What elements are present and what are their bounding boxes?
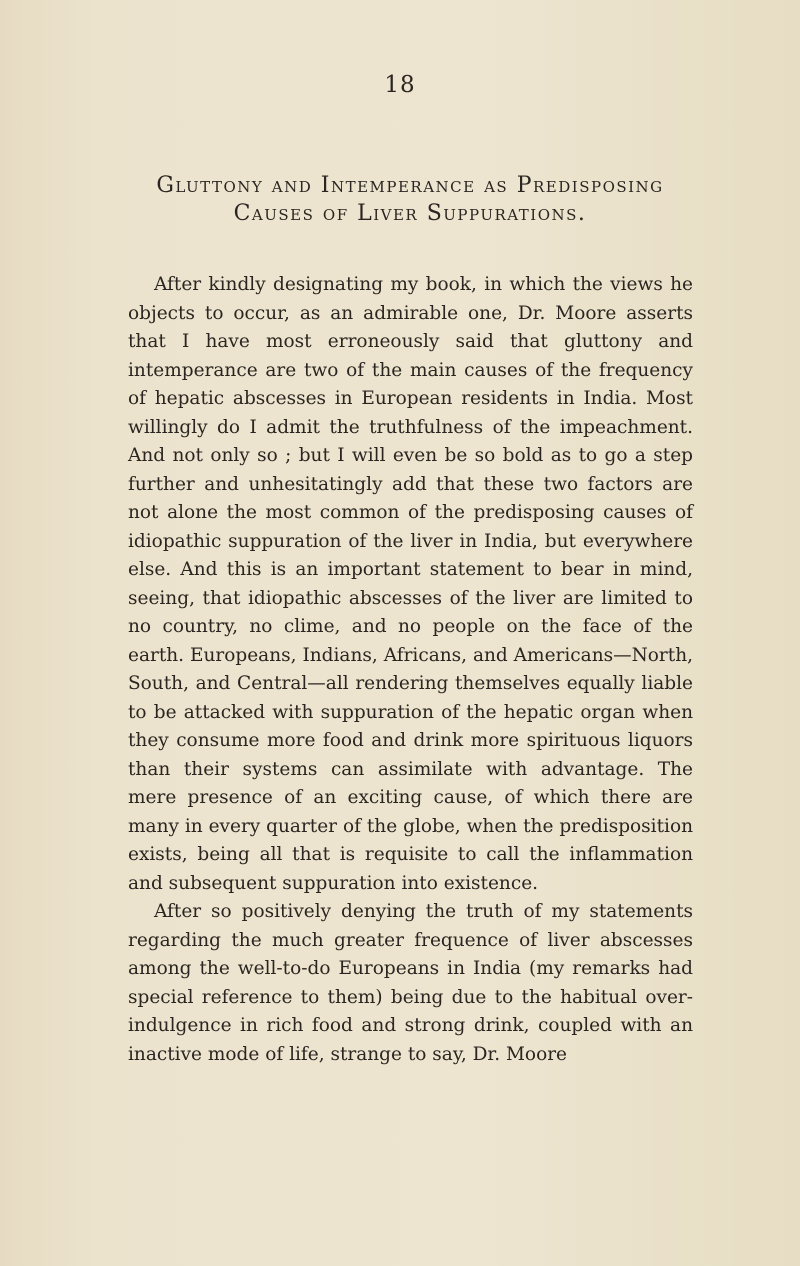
body-text [128, 271, 693, 1069]
chapter-title: Gluttony and Intemperance as Predisposing Causes of Liver Suppurations. [156, 173, 664, 226]
page-number: 18 [384, 72, 416, 98]
paragraph-2: After so positively denying the truth of my statements regarding the much greater frequence of liver abscesses among the well-to-do Europeans in India (my remarks had special reference to them) being due to the habitual over-indulgence in rich food and strong drink, coupled with an inactive mode of life, strange to say, Dr. Moore [128, 901, 693, 1065]
paragraph-1: After kindly designating my book, in which the views he objects to occur, as an admirable one, Dr. Moore asserts that I have most erroneously said that gluttony and intemperance are two of the main causes of the frequency of hepatic abscesses in European residents in India. Most willingly do I admit the truthfulness of the impeachment. And not only so ; but I will even be so bold as to go a step further and unhesitatingly add that these two factors are not alone the most common of the predisposing causes of idiopathic suppuration of the liver in India, but everywhere else. And this is an important statement to bear in mind, seeing, that idiopathic abscesses of the liver are limited to no country, no clime, and no people on the face of the earth. Europeans, Indians, Africans, and Americans—North, South, and Central—all rendering themselves equally liable to be attacked with suppuration of the hepatic organ when they consume more food and drink more spirituous liquors than their systems can assimilate with advantage. The mere presence of an exciting cause, of which there are many in every quarter of the globe, when the predisposition exists, being all that is requisite to call the inflammation and subsequent suppuration into existence. [128, 274, 693, 894]
